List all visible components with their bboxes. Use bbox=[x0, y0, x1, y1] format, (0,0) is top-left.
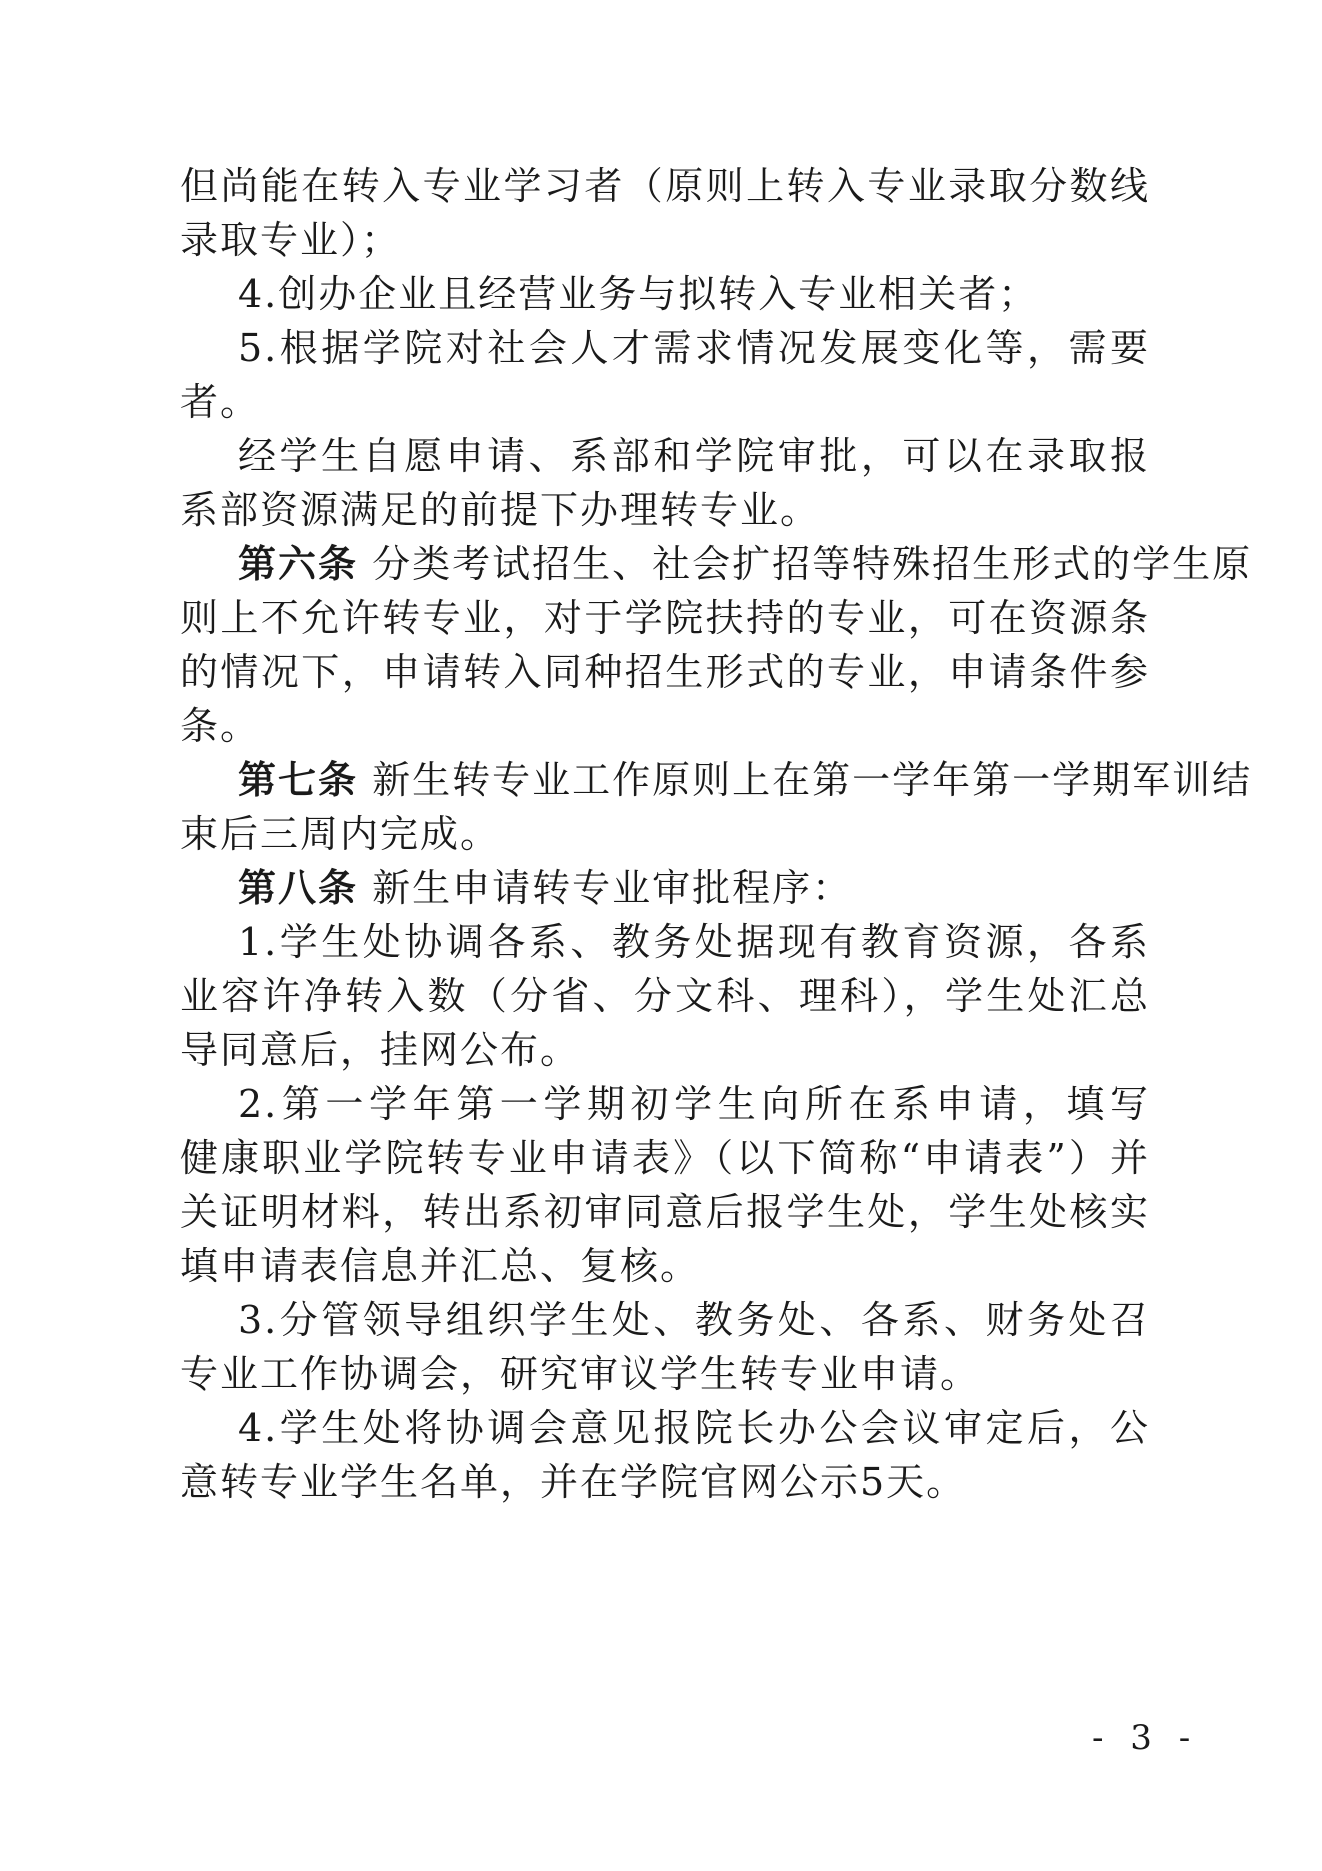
text-line: 5.根据学院对社会人才需求情况发展变化等，需要 bbox=[238, 326, 1150, 370]
text-line: 4.创办企业且经营业务与拟转入专业相关者； bbox=[238, 272, 1039, 316]
article-seven-line bbox=[238, 756, 1253, 804]
article-text: 新生转专业工作原则上在第一学年第一学期军训结 bbox=[372, 758, 1253, 802]
text-line: 录取专业）； bbox=[180, 218, 402, 262]
text-line: 2.第一学年第一学期初学生向所在系申请，填写 bbox=[238, 1082, 1150, 1126]
text-line: 3.分管领导组织学生处、教务处、各系、财务处召 bbox=[238, 1298, 1150, 1342]
text-line: 条。 bbox=[180, 704, 261, 748]
text-line: 专业工作协调会，研究审议学生转专业申请。 bbox=[180, 1352, 981, 1396]
text-line: 关证明材料，转出系初审同意后报学生处，学生处核实 bbox=[180, 1190, 1150, 1234]
article-label: 第七条 bbox=[238, 757, 359, 802]
text-line: 经学生自愿申请、系部和学院审批，可以在录取报 bbox=[238, 434, 1150, 478]
text-line: 4.学生处将协调会意见报院长办公会议审定后，公 bbox=[238, 1406, 1150, 1450]
article-label: 第六条 bbox=[238, 541, 359, 586]
page-number: - 3 - bbox=[1092, 1718, 1199, 1758]
article-eight-line bbox=[238, 864, 1208, 912]
text-line: 1.学生处协调各系、教务处据现有教育资源，各系 bbox=[238, 920, 1150, 964]
article-text: 分类考试招生、社会扩招等特殊招生形式的学生原 bbox=[372, 542, 1253, 586]
text-line: 者。 bbox=[180, 380, 261, 424]
text-line: 导同意后，挂网公布。 bbox=[180, 1028, 581, 1072]
text-line: 业容许净转入数（分省、分文科、理科），学生处汇总 bbox=[180, 974, 1150, 1018]
text-line: 填申请表信息并汇总、复核。 bbox=[180, 1244, 701, 1288]
text-line: 健康职业学院转专业申请表》（以下简称“申请表”）并 bbox=[180, 1136, 1150, 1180]
article-label: 第八条 bbox=[238, 865, 359, 910]
article-text: 新生申请转专业审批程序： bbox=[372, 866, 853, 910]
text-line: 束后三周内完成。 bbox=[180, 812, 501, 856]
text-line: 意转专业学生名单，并在学院官网公示5天。 bbox=[180, 1460, 967, 1504]
text-line: 但尚能在转入专业学习者（原则上转入专业录取分数线 bbox=[180, 164, 1150, 208]
text-line: 系部资源满足的前提下办理转专业。 bbox=[180, 488, 821, 532]
text-line: 的情况下，申请转入同种招生形式的专业，申请条件参 bbox=[180, 650, 1150, 694]
article-six-line bbox=[238, 540, 1253, 588]
text-line: 则上不允许转专业，对于学院扶持的专业，可在资源条 bbox=[180, 596, 1150, 640]
